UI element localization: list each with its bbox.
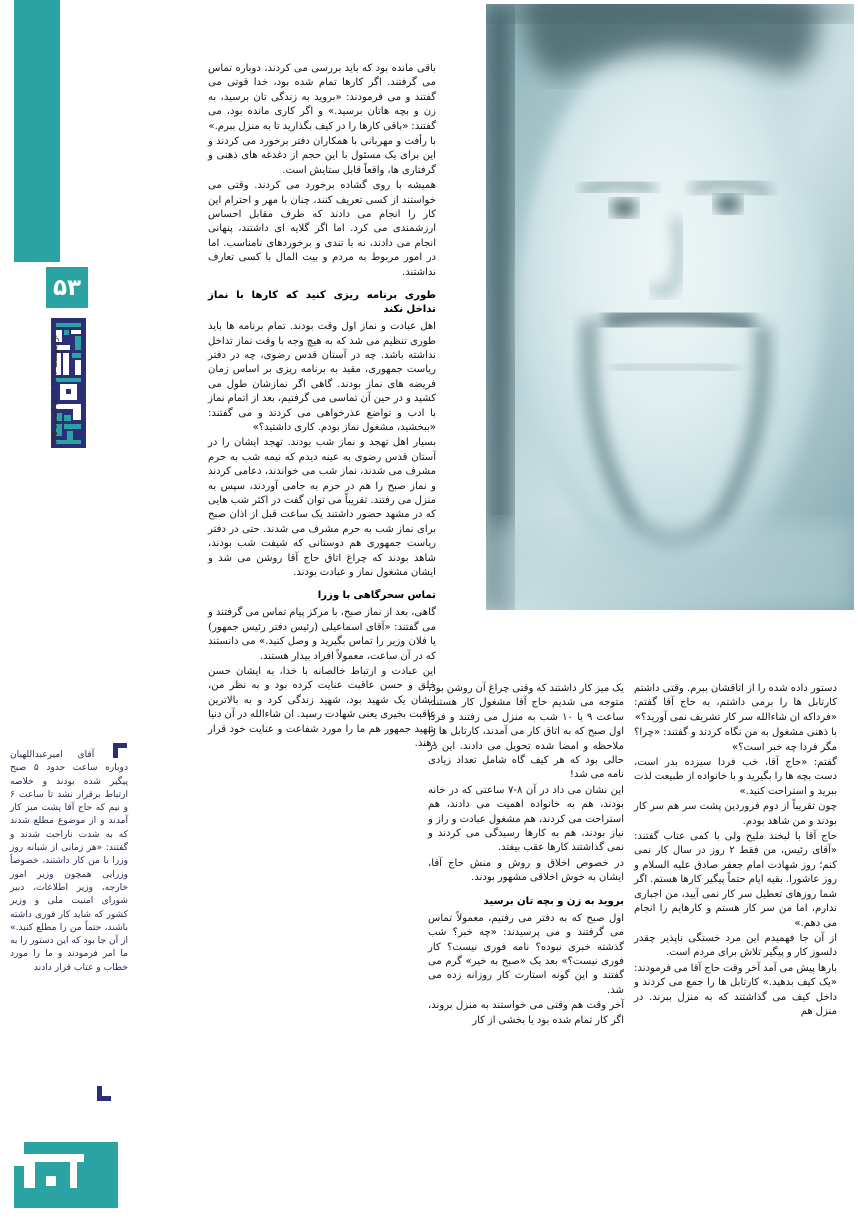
issue-date: اردیبهشت ۱۴۰۳ / ذی القعده ۱۴۴۵ <box>50 335 59 449</box>
paragraph: بسیار اهل تهجد و نماز شب بودند. تهجد ایشان را در آستان قدس رضوی به عینه دیدم که نیمه شب به حرم مشرف می شدند، نماز شب می خواندند، دعامی کردند و نماز صبح را هم در حرم به جامی آوردند، سپس به منزل می رفتند. تقریباً می توان گفت در اکثر شب هایی که در مشهد حضور داشتند یک ساعت قبل از اذان صبح برای نماز شب به حرم مشرف می شدند. حتی در دفتر ریاست جمهوری هم دوستانی که شیفت شب بودند، شاهد بودند که چراغ اتاق حاج آقا روشن می شد و ایشان مشغول نماز و عبادت بودند. <box>208 437 436 578</box>
paragraph: با ذهنی مشغول به من نگاه کردند و گفتند: «چرا؟ مگر فردا چه خبر است؟» <box>634 727 837 753</box>
paragraph: یک میز کار داشتند که وقتی چراغ آن روشن بود، متوجه می شدیم حاج آقا مشغول کار هستند. ساعت ۹ یا ۱۰ شب به منزل می رفتند و فردا اول صبح که به اتاق کار می آمدند، کارتابل ها را ملاحظه و امضا شده تحویل می دادند. این در حالی بود که هر کیف گاه شامل تعداد زیادی نامه می شد! <box>428 683 624 781</box>
paragraph: در خصوص اخلاق و روش و منش حاج آقا، ایشان به خوش اخلاقی مشهور بودند. <box>428 857 624 884</box>
section-heading: طوری برنامه ریزی کنید که کارها با نماز تداخل نکند <box>208 290 436 316</box>
quote-close-bracket-icon <box>96 1086 112 1102</box>
paragraph: این نشان می داد در آن ۸-۷ ساعتی که در خانه بودند، هم به خانواده اهمیت می دادند، هم استراحت می کردند، هم مشغول عبادت و راز و نیاز بودند، هم به کارها رسیدگی می کردند و نمی گذاشتند کارها عقب بیفتد. <box>428 784 624 854</box>
paragraph: با رأفت و مهربانی با همکاران دفتر برخورد می کردند و این برای یک مسئول با این حجم از دغدغه های ذهنی و گرفتاری ها، واقعاً قابل ستایش است. <box>208 136 436 176</box>
paragraph: بارها پیش می آمد آخر وقت حاج آقا می فرمودند: «یک کیف بدهید.» کارتابل ها را جمع می کردند و داخل کیف می گذاشتند که به منزل ببرند. در منزل هم <box>634 962 837 1017</box>
section-heading: تماس سحرگاهی با وزرا <box>317 590 436 602</box>
paragraph: اول صبح که به دفتر می رفتیم، معمولاً تماس می گرفتند و می پرسیدند: «چه خبر؟ شب گذشته خبری نبوده؟ نامه فوری نیست؟ کار فوری نیست؟» بعد یک «صبح به خیر» گرم می گفتند و این گونه استارت کار روزانه زده می شد. <box>428 912 624 996</box>
teal-bottom-emblem <box>14 1142 118 1208</box>
paragraph: حاج آقا با لبخند ملیح ولی با کمی عتاب گفتند: «آقای رئیس، من فقط ۲ روز در سال کار نمی کنم؛ روز شهادت امام جعفر صادق علیه السلام و روز عاشورا. بقیه ایام حتماً پیگیر کارها هستم. اگر شما روزهای تعطیل سر کار نمی آیید، من اجباری ندارم، اما من سر کار هستم و کارهایم را انجام می دهم.» <box>634 831 837 929</box>
sidebar-note <box>10 742 128 975</box>
section-heading: بروید به زن و بچه تان برسید <box>483 895 624 907</box>
article-column-right <box>634 682 837 1152</box>
article-column-middle <box>428 682 624 1152</box>
paragraph: این عبادت و ارتباط خالصانه با خدا، به ایشان حسن خلق و حسن عاقبت عنایت کرده بود و به نظر من، ایشان یک شهید بود، شهید زندگی کرد و به بالاترین عاقبت بخیری یعنی شهادت رسید. ان شاءالله در آن دنیا شهید جمهور هم ما را مورد شفاعت و عنایت خود قرار دهند. <box>208 666 436 750</box>
sidebar-note-text: آقای امیرعبداللهیان دوباره ساعت حدود ۵ صبح پیگیر شده بودند و خلاصه ارتباط برقرار نشد تا ساعت ۶ و نیم که حاج آقا پشت میز کار آمدند و از موضوع مطلع شدند که به شدت ناراحت شدند و گفتند: «هر زمانی از شبانه روز وزرا با من کار داشتند، خصوصاً وزرایی همچون وزیر امور خارجه، وزیر اطلاعات، دبیر شورای امنیت ملی و وزیر کشور که شاید کار فوری داشته باشند، حتماً من را مطلع کنید.» از آن جا بود که این دستور را به ما امر فرمودند و ما را مورد خطاب و عتاب قرار دادند <box>10 750 128 973</box>
page-number: ۵۳ <box>46 267 88 308</box>
portrait-photo <box>486 4 854 610</box>
paragraph: چون تقریباً از دوم فروردین پشت سر هم سر کار بودند و من شاهد بودم. <box>634 801 837 827</box>
paragraph: همیشه با روی گشاده برخورد می کردند. وقتی می خواستند از کسی تعریف کنند، چنان با مهر و احترام این کار را انجام می دادند که طرف مقابل احساس ارزشمندی می کرد. اما اگر گلایه ای داشتند، پنهانی انجام می دادند، نه با تندی و برخوردهای نامناسب. اما در امور مربوط به مردم و بیت المال با کسی تعارف نداشتند. <box>208 180 436 278</box>
paragraph: دستور داده شده را از اتاقشان ببرم. وقتی داشتم کارتابل ها را برمی داشتم، به حاج آقا گفتم: «فرداکه ان شاءالله سر کار تشریف نمی آورید؟» <box>634 683 837 723</box>
article-column-main <box>208 62 436 1152</box>
paragraph: از آن جا فهمیدم این مرد خستگی ناپذیر چقدر دلسوز کار و پیگیر تلاش برای مردم است. <box>634 932 837 959</box>
paragraph: گفتم: «حاج آقا، خب فردا سیزده بدر است، دست بچه ها را بگیرید و با خانواده از طبیعت لذت ببرید و استراحت کنید.» <box>633 757 837 797</box>
paragraph: گاهی، بعد از نماز صبح، با مرکز پیام تماس می گرفتند و می گفتند: «آقای اسماعیلی (رئیس دفتر رئیس جمهور) یا فلان وزیر را تماس بگیرید و وصل کنید.» می دانستند که در آن ساعت، معمولاً افراد بیدار هستند. <box>208 607 436 662</box>
teal-top-bar <box>14 0 60 262</box>
paragraph: آخر وقت هم وقتی می خواستند به منزل بروند، اگر کار تمام شده بود یا بخشی از کار <box>428 1000 624 1026</box>
paragraph: باقی مانده بود که باید بررسی می کردند، دوباره تماس می گرفتند. اگر کارها تمام شده بود، خدا قوتی می گفتند و می فرمودند: «بروید به زندگی تان برسید، به زن و بچه هاتان برسید.» و اگر کاری مانده بود، می گفتند: «باقی کارها را در کیف بگذارید تا به منزل ببرم.» <box>208 63 436 132</box>
quote-open-bracket-icon <box>112 742 128 758</box>
paragraph: اهل عبادت و نماز اول وقت بودند. تمام برنامه ها باید طوری تنظیم می شد که به هیچ وجه با وقت نماز تداخل نداشته باشد. چه در آستان قدس رضوی، چه در دفتر ریاست جمهوری، مقید به برنامه ریزی بر اساس زمان فریضه های نماز بودند. گاهی اگر نمازشان طول می کشید و در حین آن تماسی می گرفتیم، بعد از اتمام نماز با ادب و تواضع عذرخواهی می کردند و می گفتند: «ببخشید، مشغول نماز بودم. کاری داشتید؟» <box>208 321 436 433</box>
